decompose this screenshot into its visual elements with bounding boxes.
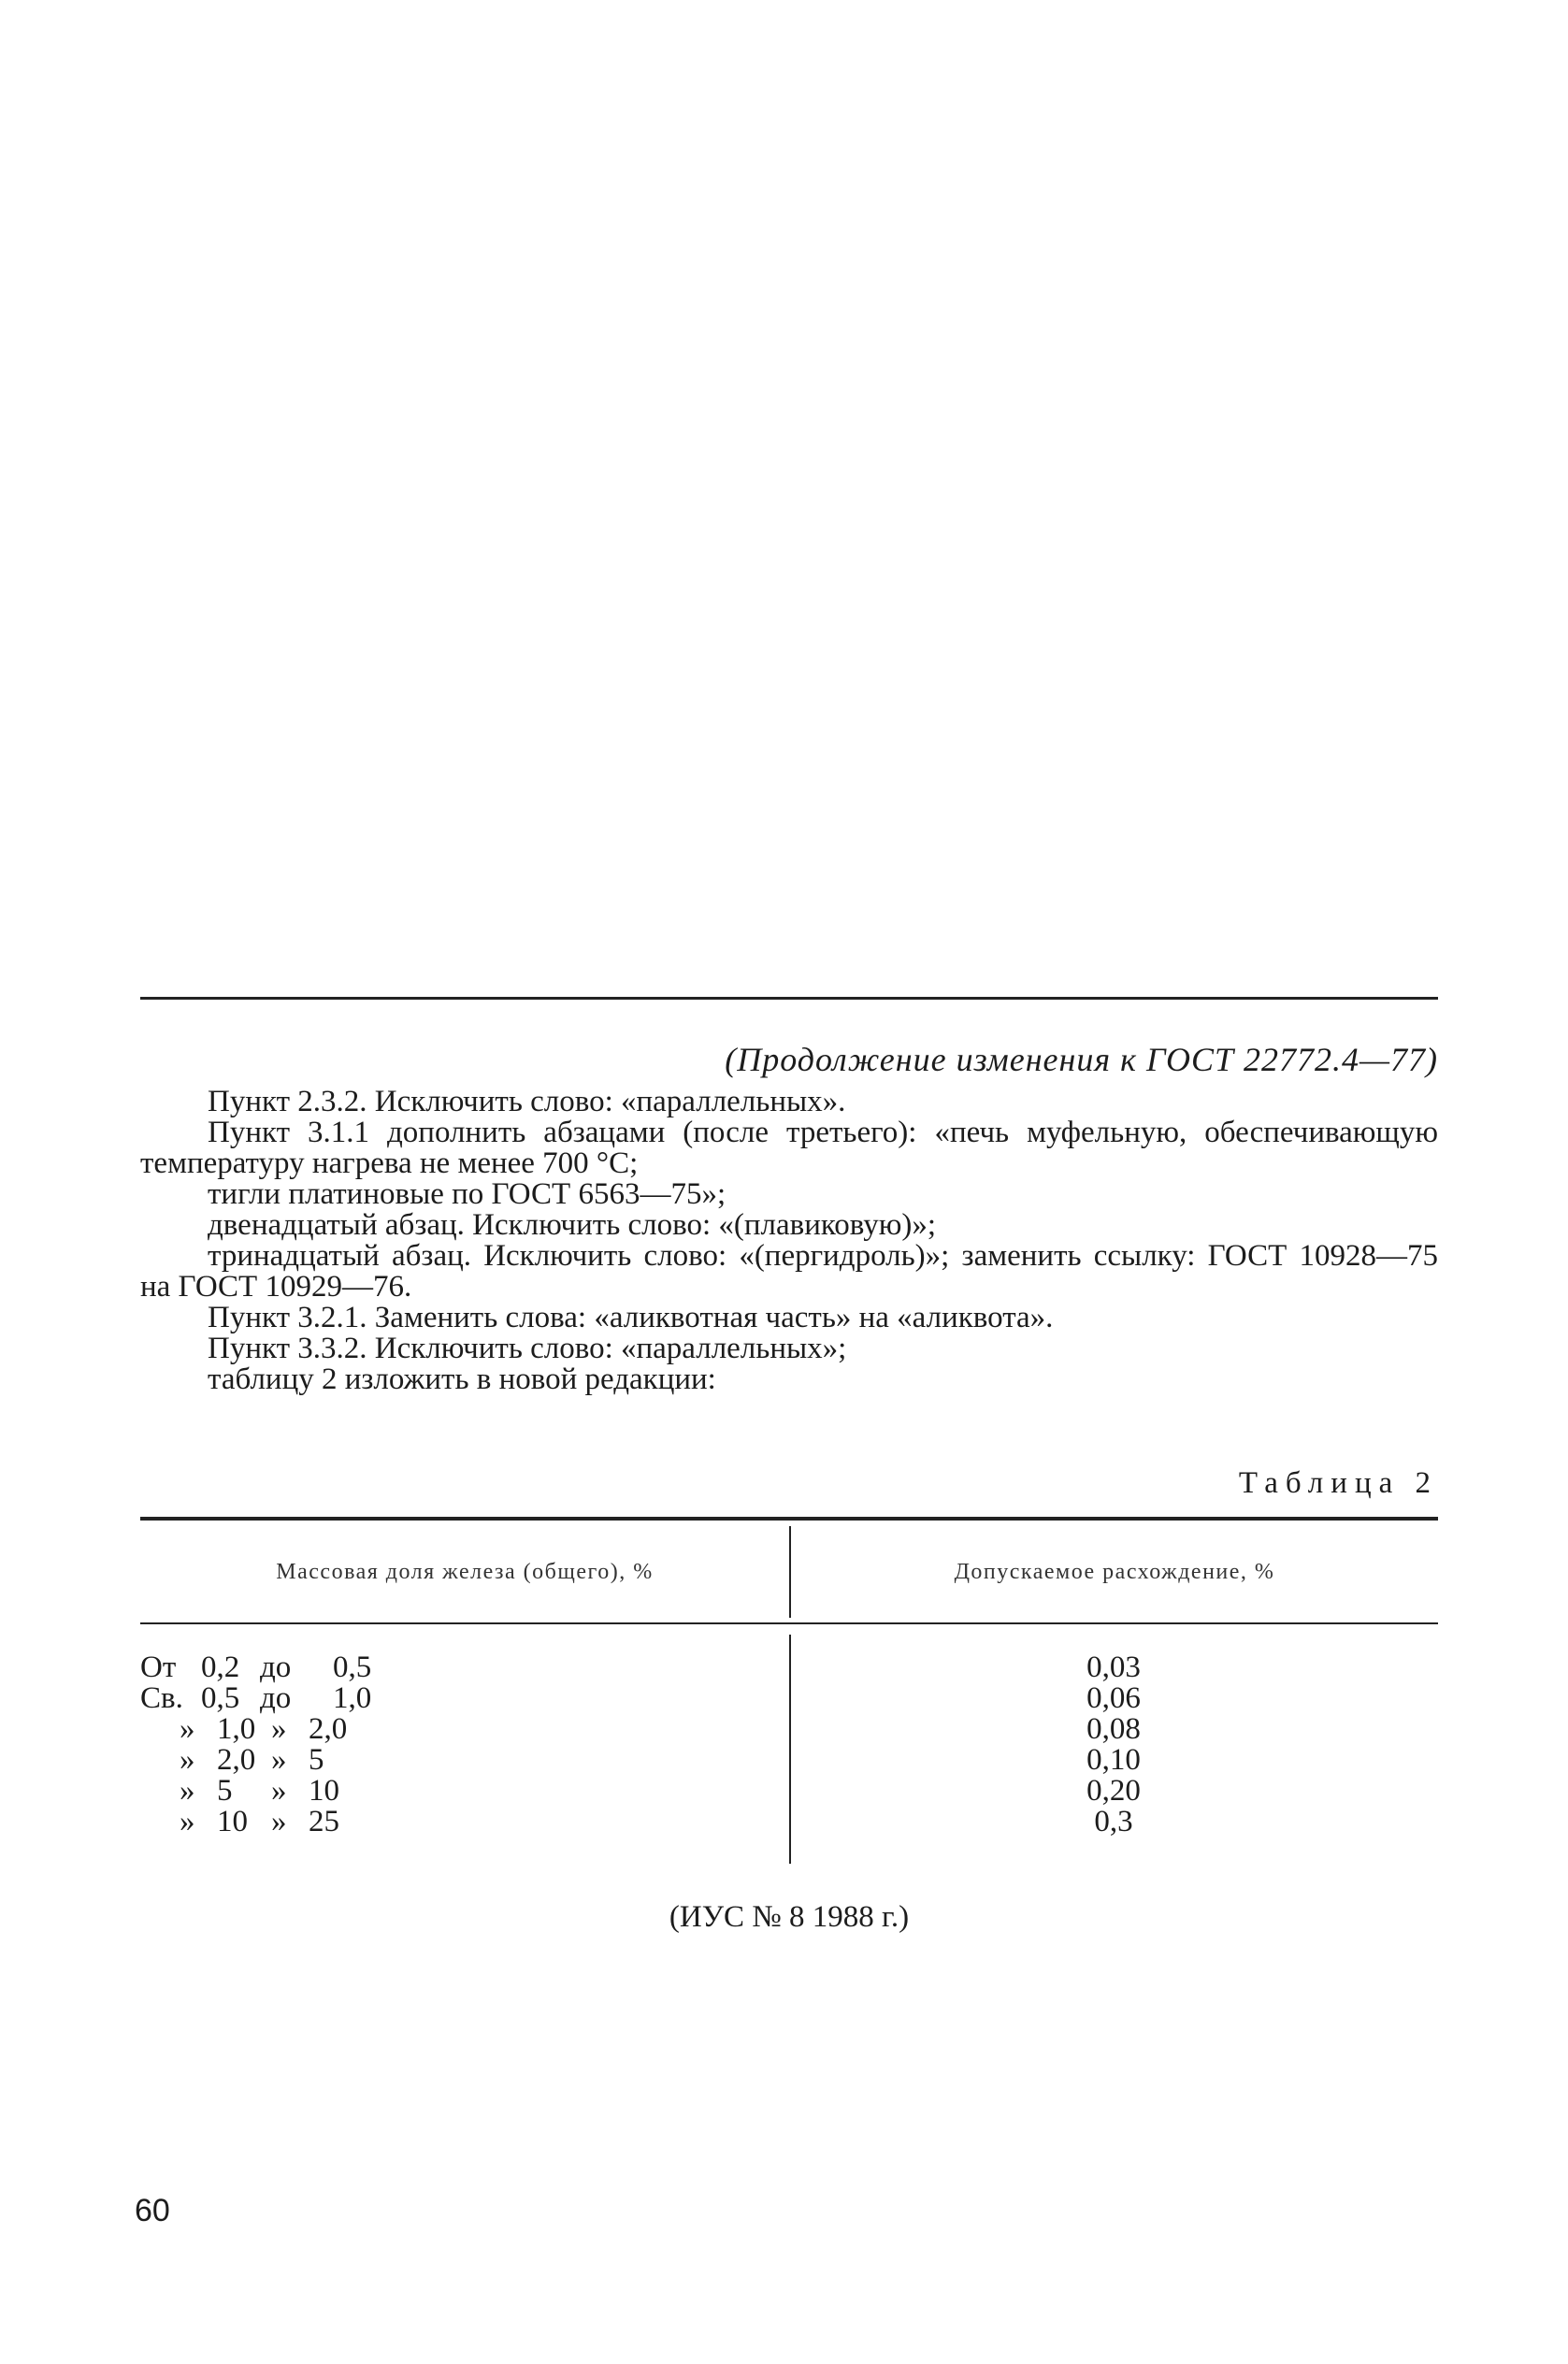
tolerance-value: 0,08 — [1086, 1712, 1141, 1746]
range-from-value: 0,2 — [201, 1650, 240, 1684]
ditto-mark: » — [180, 1743, 195, 1777]
source-reference: (ИУС № 8 1988 г.) — [669, 1900, 910, 1934]
range-from-value: 0,5 — [201, 1681, 240, 1715]
range-to-value: 5 — [309, 1743, 324, 1777]
ditto-mark: » — [271, 1743, 287, 1777]
tolerance-value: 0,10 — [1086, 1743, 1141, 1777]
ditto-mark: » — [180, 1774, 195, 1808]
page-number: 60 — [135, 2193, 170, 2228]
ditto-mark: » — [271, 1774, 287, 1808]
continuation-heading: (Продолжение изменения к ГОСТ 22772.4—77) — [725, 1041, 1438, 1078]
range-from-value: 1,0 — [217, 1712, 256, 1746]
tolerance-value: 0,03 — [1086, 1650, 1141, 1684]
paragraph: двенадцатый абзац. Исключить слово: «(плавиковую)»; — [208, 1208, 937, 1242]
range-from-word: От — [140, 1650, 177, 1684]
table-header-mass-fraction: Массовая доля железа (общего), % — [276, 1560, 654, 1584]
range-to-value: 2,0 — [309, 1712, 348, 1746]
table-row — [140, 1714, 1438, 1745]
range-to-value: 25 — [309, 1805, 339, 1838]
amendment-text — [140, 1087, 1438, 1395]
table-caption: Таблица 2 — [1238, 1466, 1438, 1500]
paragraph: Пункт 3.1.1 дополнить абзацами (после третьего): «печь муфельную, обеспечивающую температуру нагрева не менее 700 °С; — [140, 1116, 1438, 1180]
paragraph: таблицу 2 изложить в новой редакции: — [208, 1362, 716, 1396]
range-to-value: 1,0 — [333, 1681, 372, 1715]
tolerance-value: 0,20 — [1086, 1774, 1141, 1808]
ditto-mark: » — [180, 1805, 195, 1838]
paragraph: Пункт 2.3.2. Исключить слово: «параллельных». — [208, 1085, 846, 1118]
table-row — [140, 1745, 1438, 1776]
tolerance-value: 0,3 — [1094, 1805, 1133, 1838]
range-to-word: до — [260, 1681, 292, 1715]
paragraph: Пункт 3.2.1. Заменить слова: «аликвотная часть» на «аликвота». — [208, 1301, 1054, 1334]
tolerance-value: 0,06 — [1086, 1681, 1141, 1715]
table-row — [140, 1652, 1438, 1683]
table-header-tolerance: Допускаемое расхождение, % — [954, 1560, 1275, 1584]
table-row — [140, 1807, 1438, 1838]
paragraph: тринадцатый абзац. Исключить слово: «(пергидроль)»; заменить ссылку: ГОСТ 10928—75 на ГОСТ 10929—76. — [140, 1239, 1438, 1304]
range-from-value: 5 — [217, 1774, 233, 1808]
table-row — [140, 1683, 1438, 1714]
range-to-word: до — [260, 1650, 292, 1684]
table-header-rule — [140, 1622, 1438, 1624]
table-row — [140, 1776, 1438, 1807]
table-top-rule — [140, 1517, 1438, 1521]
range-to-value: 0,5 — [333, 1650, 372, 1684]
top-divider — [140, 997, 1438, 1000]
range-from-word: Св. — [140, 1681, 183, 1715]
ditto-mark: » — [180, 1712, 195, 1746]
paragraph: Пункт 3.3.2. Исключить слово: «параллельных»; — [208, 1332, 847, 1365]
ditto-mark: » — [271, 1805, 287, 1838]
paragraph: тигли платиновые по ГОСТ 6563—75»; — [208, 1177, 726, 1211]
range-from-value: 2,0 — [217, 1743, 256, 1777]
range-to-value: 10 — [309, 1774, 339, 1808]
ditto-mark: » — [271, 1712, 287, 1746]
range-from-value: 10 — [217, 1805, 248, 1838]
